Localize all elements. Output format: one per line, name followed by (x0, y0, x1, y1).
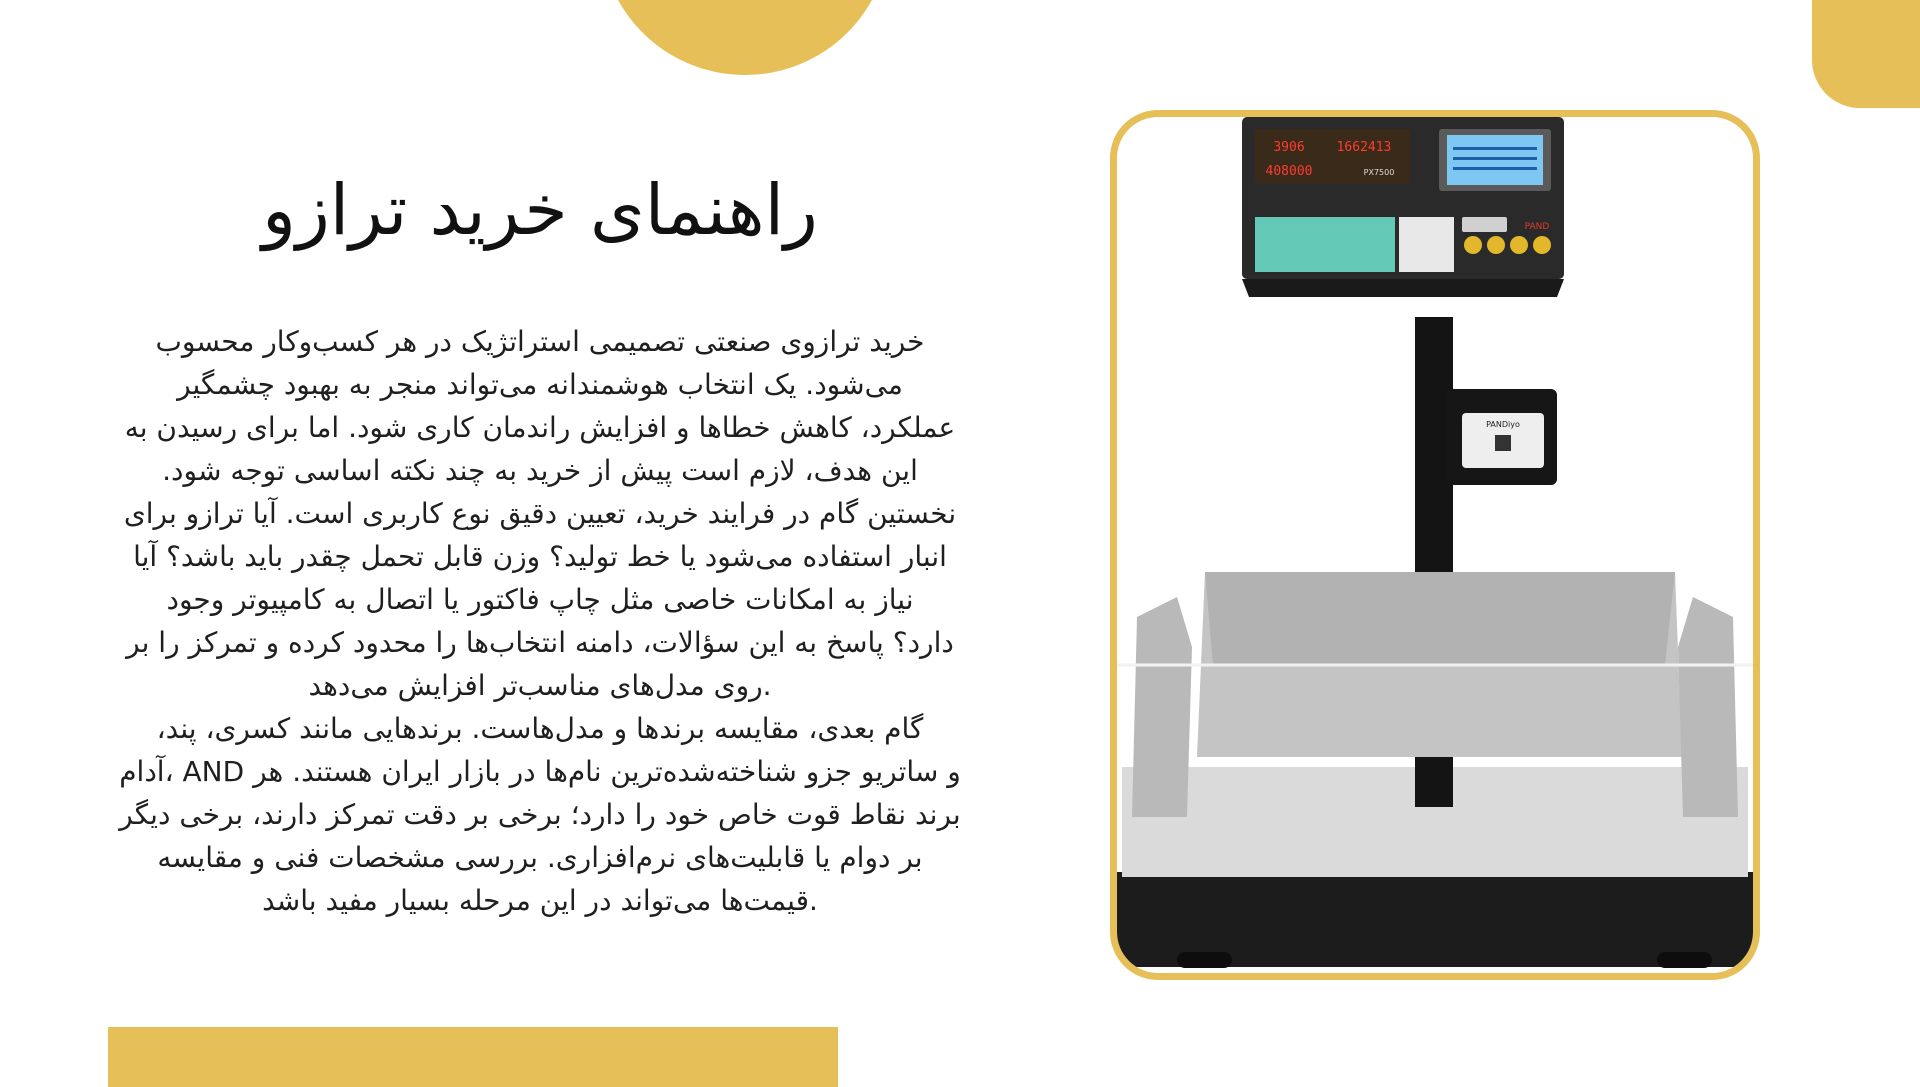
decorative-bar-bottom (108, 1027, 838, 1087)
paragraph-line: گام بعدی، مقایسه برندها و مدل‌هاست. برندهایی مانند کسری، پند، (156, 712, 924, 745)
scale-guard-top (1205, 572, 1675, 665)
paragraph-line: برند نقاط قوت خاص خود را دارد؛ برخی بر دقت تمرکز دارند، برخی دیگر (119, 798, 961, 831)
function-key (1464, 236, 1482, 254)
page-title: راهنمای خرید ترازو (262, 169, 818, 251)
qr-icon (1495, 435, 1511, 451)
function-key (1533, 236, 1551, 254)
paragraph-line: عملکرد، کاهش خطاها و افزایش راندمان کاری شود. اما برای رسیدن به (124, 411, 956, 444)
led-weight-readout: 3906 (1273, 140, 1305, 155)
scale-pole-lower (1415, 767, 1453, 807)
scale-photo-frame (1110, 110, 1760, 980)
paragraph-line: انبار استفاده می‌شود یا خط تولید؟ وزن قابل تحمل چقدر باید باشد؟ آیا (133, 540, 947, 573)
paragraph-line: این هدف، لازم است پیش از خرید به چند نکته اساسی توجه شود. (162, 454, 918, 487)
lcd-row (1453, 167, 1537, 170)
paragraph-line: نیاز به امکانات خاصی مثل چاپ فاکتور یا اتصال به کامپیوتر وجود (166, 583, 914, 616)
paragraph-line: و ساتریو جزو شناخته‌شده‌ترین نام‌ها در بازار ایران هستند. هر AND ،آدام (119, 755, 961, 788)
plu-keypad (1255, 217, 1395, 272)
paragraph-line: نخستین گام در فرایند خرید، تعیین دقیق نوع کاربری است. آیا ترازو برای (123, 497, 957, 530)
led-total-readout: 408000 (1265, 164, 1313, 179)
led-price-readout: 1662413 (1336, 140, 1392, 155)
scale-foot (1657, 952, 1712, 968)
paragraph-line: .قیمت‌ها می‌تواند در این مرحله بسیار مفید باشد (262, 884, 818, 917)
lcd-row (1453, 147, 1537, 150)
numeric-keypad (1399, 217, 1454, 272)
model-label: PX7500 (1363, 168, 1395, 177)
lcd-row (1453, 157, 1537, 160)
scale-head-lip (1242, 279, 1564, 297)
decorative-corner-top-right (1812, 0, 1920, 108)
paragraph-line: دارد؟ پاسخ به این سؤالات، دامنه انتخاب‌ها را محدود کرده و تمرکز را بر (126, 626, 954, 659)
scale-side-guard-left (1132, 597, 1192, 817)
paragraph-line: خرید ترازوی صنعتی تصمیمی استراتژیک در هر کسب‌وکار محسوب (155, 325, 925, 358)
scale-foot (1177, 952, 1232, 968)
retail-scale-illustration (1117, 117, 1753, 973)
paragraph-line: می‌شود. یک انتخاب هوشمندانه می‌تواند منجر به بهبود چشمگیر (177, 368, 903, 401)
decorative-circle-top (600, 0, 890, 75)
paragraph-line: بر دوام یا قابلیت‌های نرم‌افزاری. بررسی مشخصات فنی و مقایسه (157, 841, 923, 874)
function-key (1510, 236, 1528, 254)
body-paragraph (105, 320, 975, 922)
function-key (1487, 236, 1505, 254)
scale-side-guard-right (1678, 597, 1738, 817)
paragraph-line: .روی مدل‌های مناسب‌تر افزایش می‌دهد (308, 669, 772, 702)
printer-label: PANDiyo (1486, 420, 1520, 429)
function-key (1462, 217, 1507, 232)
brand-logo: PAND (1524, 222, 1550, 232)
